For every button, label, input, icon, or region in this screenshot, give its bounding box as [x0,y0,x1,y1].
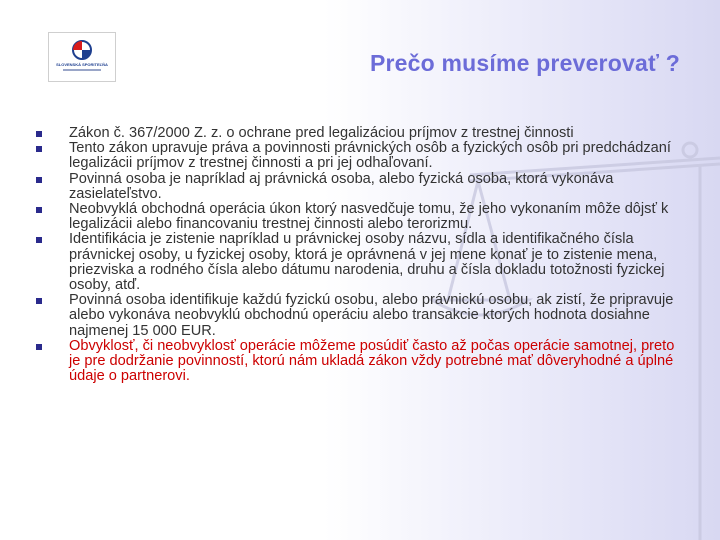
list-item: Identifikácia je zistenie napríklad u právnickej osoby názvu, sídla a identifikačného čísla právnickej osoby, u fyzickej osoby, ktorá je oprávnená v jej mene konať je to zistenie mena, priezviska a rodného čísla alebo dátumu narodenia, druhu a čísla dokladu totožnosti fyzickej osoby, atď. [36,232,676,293]
bullet-square-icon [36,344,42,350]
list-item: Povinná osoba je napríklad aj právnická osoba, alebo fyzická osoba, ktorá vykonáva zasielateľstvo. [36,172,676,202]
company-logo [48,32,116,82]
bullet-list [36,126,676,384]
bullet-square-icon [36,177,42,183]
bullet-square-icon [36,146,42,152]
bullet-square-icon [36,131,42,137]
list-item: Neobvyklá obchodná operácia úkon ktorý nasvedčuje tomu, že jeho vykonaním môže dôjsť k legalizácii alebo financovaniu trestnej činnosti alebo terorizmu. [36,202,676,232]
bullet-square-icon [36,237,42,243]
bullet-square-icon [36,207,42,213]
list-item: Zákon č. 367/2000 Z. z. o ochrane pred legalizáciou príjmov z trestnej činnosti [36,126,676,141]
list-item-highlighted: Obvyklosť, či neobvyklosť operácie môžeme posúdiť často až počas operácie samotnej, preto je pre dodržanie povinností, ktorú nám ukladá zákon vždy potrebné mať dôveryhodné a úplné údaje o partnerovi. [36,339,676,385]
slide-title: Prečo musíme preverovať ? [369,50,680,76]
bullet-square-icon [36,298,42,304]
logo-wordmark: SLOVENSKÁ SPORITEĽŇA [56,62,108,67]
list-item: Povinná osoba identifikuje každú fyzickú osobu, alebo právnickú osobu, ak zistí, že pripravuje alebo vykonáva neobvyklú obchodnú operáciu alebo transakcie ktorých hodnota dosiahne najmenej 15 000 EUR. [36,293,676,339]
list-item: Tento zákon upravuje práva a povinnosti právnických osôb a fyzických osôb pri predchádzaní legalizácii príjmov z trestnej činnosti a pri jej odhaľovaní. [36,141,676,171]
